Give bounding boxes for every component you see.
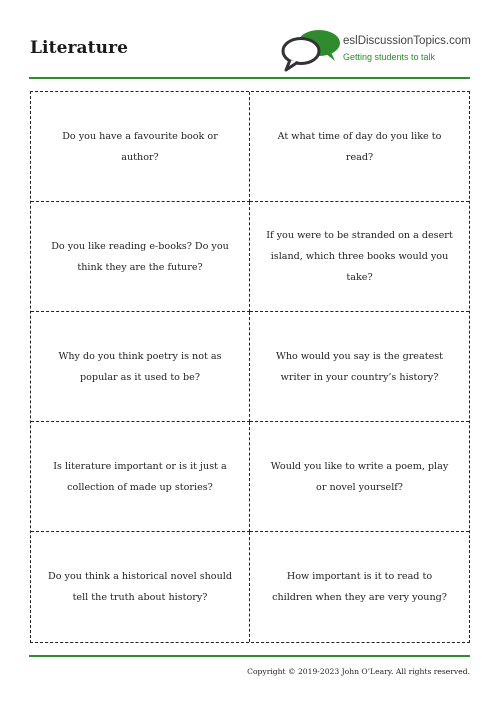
question-text: Would you like to write a poem, play or novel yourself? bbox=[270, 460, 449, 493]
question-card bbox=[250, 312, 469, 422]
question-text: Why do you think poetry is not as popular as it used to be? bbox=[58, 350, 222, 383]
question-text: Who would you say is the greatest writer in your country’s history? bbox=[275, 350, 444, 383]
question-card bbox=[31, 202, 250, 312]
question-card bbox=[31, 312, 250, 422]
speech-bubbles-icon bbox=[280, 28, 342, 74]
site-logo bbox=[280, 28, 475, 74]
question-card bbox=[250, 422, 469, 532]
page-title: Literature bbox=[30, 38, 129, 58]
site-name: eslDiscussionTopics.com bbox=[343, 35, 471, 47]
question-card bbox=[250, 202, 469, 312]
question-text: If you were to be stranded on a desert island, which three books would you take? bbox=[266, 230, 453, 283]
copyright-notice: Copyright © 2019-2023 John O’Leary. All rights reserved. bbox=[247, 667, 470, 676]
question-text: At what time of day do you like to read? bbox=[277, 130, 442, 163]
question-card bbox=[31, 422, 250, 532]
question-text: How important is it to read to children when they are very young? bbox=[272, 571, 447, 603]
question-text: Is literature important or is it just a collection of made up stories? bbox=[53, 460, 227, 493]
question-card bbox=[31, 532, 250, 642]
question-card bbox=[31, 92, 250, 202]
question-text: Do you have a favourite book or author? bbox=[62, 130, 218, 163]
footer-divider bbox=[29, 655, 470, 657]
question-text: Do you think a historical novel should tell the truth about history? bbox=[48, 571, 232, 603]
question-card bbox=[250, 532, 469, 642]
question-card bbox=[250, 92, 469, 202]
header-divider bbox=[29, 77, 470, 79]
site-tagline: Getting students to talk bbox=[343, 52, 436, 62]
question-card-grid bbox=[30, 91, 470, 643]
question-text: Do you like reading e-books? Do you think they are the future? bbox=[51, 240, 229, 273]
